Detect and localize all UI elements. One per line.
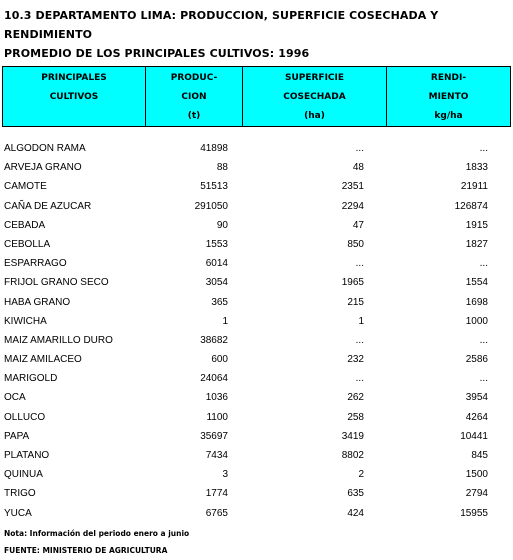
cell-produccion: 291050 [194, 200, 228, 212]
table-row [0, 350, 513, 369]
cell-rendimiento: 2794 [465, 488, 488, 500]
table-row [0, 504, 513, 523]
table-row [0, 235, 513, 254]
header-produccion-line-1: PRODUC- [170, 73, 218, 83]
cell-superficie: ... [355, 258, 364, 270]
cell-superficie: 3419 [341, 430, 364, 442]
cell-rendimiento: 126874 [454, 200, 488, 212]
cell-superficie: 2351 [341, 181, 364, 193]
table-row [0, 254, 513, 273]
cell-rendimiento: 4264 [465, 411, 488, 423]
table-row [0, 465, 513, 484]
cell-produccion: 1774 [205, 488, 228, 500]
cell-produccion: 90 [216, 219, 228, 231]
header-rendimiento-line-1: RENDI- [430, 73, 467, 83]
table-row [0, 484, 513, 503]
cell-rendimiento: 1500 [465, 469, 488, 481]
cell-produccion: 35697 [200, 430, 228, 442]
table-row [0, 331, 513, 350]
cell-rendimiento: 1915 [465, 219, 488, 231]
cell-rendimiento: ... [479, 373, 488, 385]
cell-produccion: 24064 [200, 373, 228, 385]
cell-cultivo: KIWICHA [4, 315, 47, 327]
header-superficie-line-1: SUPERFICIE [284, 73, 345, 83]
table-row [0, 216, 513, 235]
header-produccion [145, 67, 242, 126]
cell-superficie: 1965 [341, 277, 364, 289]
cell-superficie: 850 [347, 238, 364, 250]
cell-cultivo: MARIGOLD [4, 373, 58, 385]
table-row [0, 273, 513, 292]
cell-rendimiento: 1000 [465, 315, 488, 327]
cell-cultivo: CEBOLLA [4, 238, 51, 250]
cell-superficie: 8802 [341, 450, 364, 461]
table-row [0, 408, 513, 427]
cell-cultivo: ESPARRAGO [4, 258, 67, 270]
cell-cultivo: PAPA [4, 430, 30, 442]
cell-produccion: 365 [211, 296, 228, 308]
cell-rendimiento: ... [479, 143, 488, 154]
cell-superficie: ... [355, 373, 364, 385]
cell-cultivo: ARVEJA GRANO [4, 162, 82, 174]
cell-cultivo: MAIZ AMILACEO [4, 354, 82, 366]
cell-rendimiento: 15955 [460, 507, 488, 519]
title-line-1: 10.3 DEPARTAMENTO LIMA: PRODUCCION, SUPERFICIE COSECHADA Y RENDIMIENTO [4, 9, 439, 41]
cell-superficie: 424 [347, 507, 364, 519]
cell-superficie: 232 [347, 354, 364, 366]
cell-produccion: 600 [211, 354, 228, 366]
table-row [0, 388, 513, 407]
cell-produccion: 1036 [205, 392, 228, 404]
cell-cultivo: QUINUA [4, 469, 43, 481]
cell-cultivo: ALGODON RAMA [4, 143, 86, 154]
document-title [4, 6, 509, 63]
cell-superficie: 2294 [341, 200, 364, 212]
cell-superficie: 47 [352, 219, 364, 231]
cell-rendimiento: ... [479, 334, 488, 346]
table-row [0, 197, 513, 216]
cell-cultivo: FRIJOL GRANO SECO [4, 277, 109, 289]
header-superficie [242, 67, 386, 126]
cell-cultivo: PLATANO [4, 450, 50, 461]
header-cultivos-line-2: CULTIVOS [49, 92, 99, 102]
cell-rendimiento: 2586 [465, 354, 488, 366]
cell-rendimiento: 21911 [460, 181, 488, 193]
table-row [0, 177, 513, 196]
table-row [0, 158, 513, 177]
title-line-2: PROMEDIO DE LOS PRINCIPALES CULTIVOS: 1996 [4, 47, 310, 60]
cell-produccion: 6765 [205, 507, 228, 519]
cell-cultivo: CAÑA DE AZUCAR [4, 200, 92, 212]
cell-produccion: 7434 [205, 450, 228, 461]
footnote: Nota: Información del periodo enero a junio [4, 529, 190, 538]
cell-superficie: 2 [358, 469, 364, 481]
cell-rendimiento: ... [479, 258, 488, 270]
cell-cultivo: OLLUCO [4, 411, 46, 423]
table-row [0, 446, 513, 465]
table-row [0, 312, 513, 331]
header-produccion-unit: (t) [187, 111, 201, 121]
cell-superficie: 258 [347, 411, 364, 423]
table-row [0, 139, 513, 158]
cell-cultivo: YUCA [4, 507, 32, 519]
cell-cultivo: CAMOTE [4, 181, 47, 193]
header-rendimiento-line-2: MIENTO [428, 92, 469, 102]
cell-produccion: 88 [216, 162, 228, 174]
cell-superficie: ... [355, 143, 364, 154]
table-body [0, 139, 513, 523]
cell-produccion: 6014 [205, 258, 228, 270]
cell-produccion: 1 [222, 315, 228, 327]
header-rendimiento-unit: kg/ha [434, 111, 463, 121]
header-superficie-unit: (ha) [304, 111, 325, 121]
cell-rendimiento: 1554 [465, 277, 488, 289]
cell-cultivo: TRIGO [4, 488, 36, 500]
cell-produccion: 41898 [200, 143, 228, 154]
cell-rendimiento: 845 [471, 450, 488, 461]
cell-produccion: 51513 [200, 181, 228, 193]
cell-superficie: 635 [347, 488, 364, 500]
header-rendimiento [386, 67, 510, 126]
cell-superficie: 262 [347, 392, 364, 404]
cell-rendimiento: 1827 [465, 238, 488, 250]
cell-rendimiento: 1833 [465, 162, 488, 174]
cell-produccion: 3054 [205, 277, 228, 289]
table-header [2, 66, 511, 127]
cell-produccion: 1553 [205, 238, 228, 250]
cell-superficie: 48 [352, 162, 364, 174]
table-row [0, 293, 513, 312]
cell-cultivo: MAIZ AMARILLO DURO [4, 334, 113, 346]
cell-produccion: 3 [222, 469, 228, 481]
cell-rendimiento: 1698 [465, 296, 488, 308]
table-row [0, 427, 513, 446]
header-produccion-line-2: CION [181, 92, 207, 102]
cell-cultivo: CEBADA [4, 219, 46, 231]
header-superficie-line-2: COSECHADA [283, 92, 346, 102]
source-line: FUENTE: MINISTERIO DE AGRICULTURA [4, 546, 168, 555]
cell-cultivo: HABA GRANO [4, 296, 71, 308]
cell-produccion: 1100 [206, 411, 228, 423]
cell-superficie: 1 [358, 315, 364, 327]
cell-produccion: 38682 [200, 334, 228, 346]
header-cultivos-line-1: PRINCIPALES [41, 73, 107, 83]
cell-rendimiento: 10441 [460, 430, 488, 442]
header-cultivos [3, 67, 145, 126]
cell-superficie: 215 [347, 296, 364, 308]
cell-superficie: ... [355, 334, 364, 346]
cell-cultivo: OCA [4, 392, 26, 404]
cell-rendimiento: 3954 [465, 392, 488, 404]
table-row [0, 369, 513, 388]
